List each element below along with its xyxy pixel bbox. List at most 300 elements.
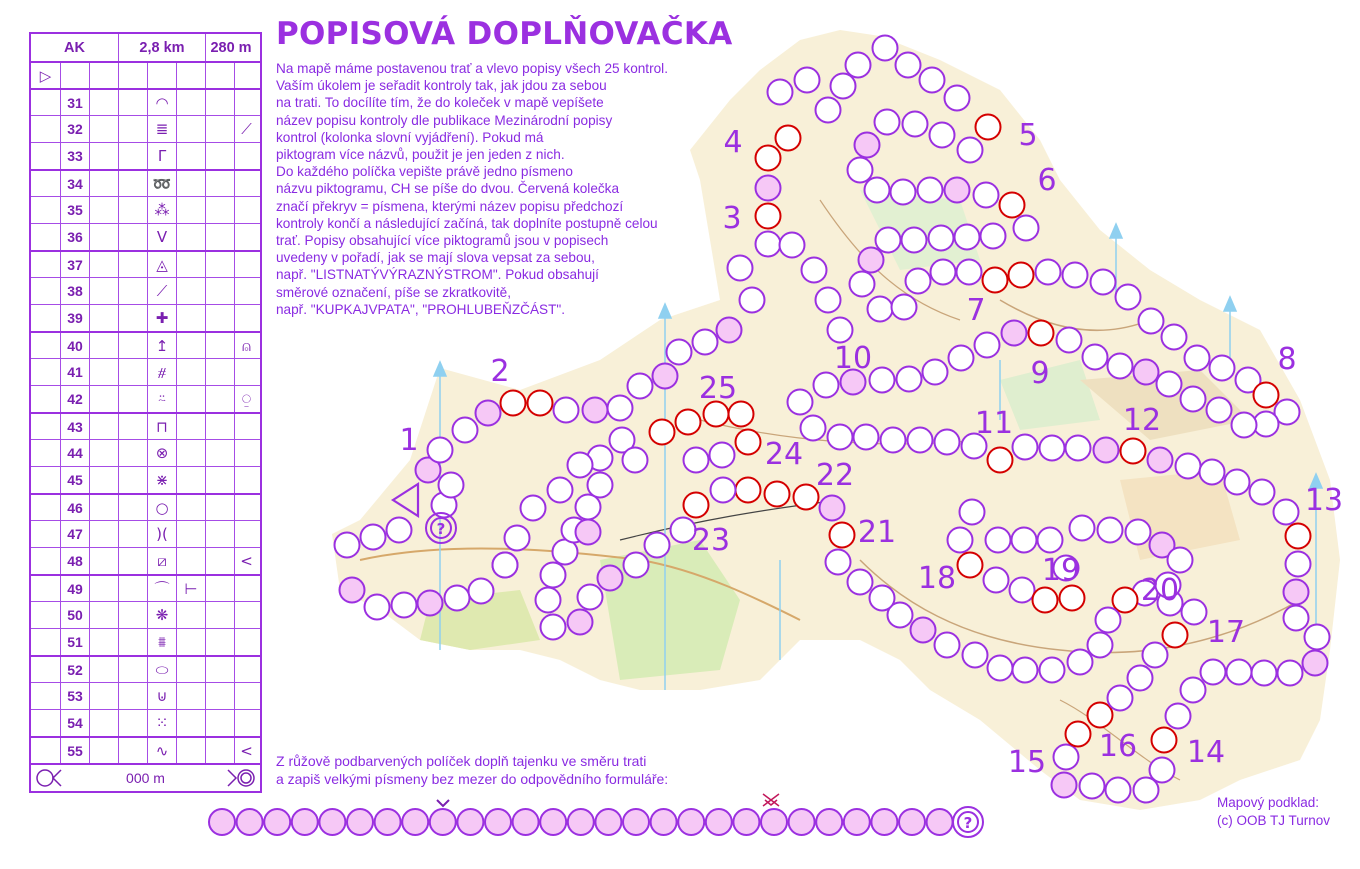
letter-circle[interactable] bbox=[1054, 745, 1079, 770]
letter-circle[interactable] bbox=[896, 53, 921, 78]
overlap-letter-circle[interactable] bbox=[684, 493, 709, 518]
letter-circle[interactable] bbox=[1070, 516, 1095, 541]
letter-circle[interactable] bbox=[1210, 356, 1235, 381]
letter-circle[interactable] bbox=[875, 110, 900, 135]
secret-letter-circle[interactable] bbox=[1303, 651, 1328, 676]
letter-circle[interactable] bbox=[1108, 686, 1133, 711]
letter-circle[interactable] bbox=[788, 390, 813, 415]
overlap-letter-circle[interactable] bbox=[1029, 321, 1054, 346]
answer-letter-circle[interactable] bbox=[595, 809, 621, 835]
letter-circle[interactable] bbox=[1278, 661, 1303, 686]
answer-letter-circle[interactable] bbox=[789, 809, 815, 835]
answer-row[interactable] bbox=[209, 809, 953, 835]
letter-circle[interactable] bbox=[870, 586, 895, 611]
letter-circle[interactable] bbox=[935, 633, 960, 658]
letter-circle[interactable] bbox=[960, 500, 985, 525]
letter-circle[interactable] bbox=[711, 478, 736, 503]
answer-letter-circle[interactable] bbox=[430, 809, 456, 835]
empty-cell bbox=[205, 224, 234, 250]
caron-mark-icon bbox=[437, 800, 449, 806]
answer-letter-circle[interactable] bbox=[264, 809, 290, 835]
empty-cell bbox=[89, 576, 118, 601]
empty-cell bbox=[176, 305, 205, 331]
letter-circle[interactable] bbox=[1176, 454, 1201, 479]
letter-circle[interactable] bbox=[963, 643, 988, 668]
empty-cell bbox=[176, 548, 205, 574]
empty-cell bbox=[234, 683, 258, 709]
overlap-letter-circle[interactable] bbox=[1088, 703, 1113, 728]
letter-circle[interactable] bbox=[1157, 372, 1182, 397]
empty-cell bbox=[89, 467, 118, 493]
letter-circle[interactable] bbox=[554, 398, 579, 423]
secret-letter-circle[interactable] bbox=[945, 178, 970, 203]
letter-circle[interactable] bbox=[1143, 643, 1168, 668]
letter-circle[interactable] bbox=[945, 86, 970, 111]
overlap-letter-circle[interactable] bbox=[1000, 193, 1025, 218]
instruction-line: např. "LISTNATÝVÝRAZNÝSTROM". Pokud obsahují bbox=[276, 267, 599, 283]
answer-letter-circle[interactable] bbox=[761, 809, 787, 835]
letter-circle[interactable] bbox=[1252, 661, 1277, 686]
instruction-line: uvedeny v pořadí, jak se mají slova vepsat za sebou, bbox=[276, 250, 595, 266]
secret-letter-circle[interactable] bbox=[583, 398, 608, 423]
control-code: 51 bbox=[60, 629, 89, 655]
letter-circle[interactable] bbox=[1225, 470, 1250, 495]
letter-circle[interactable] bbox=[801, 416, 826, 441]
empty-cell bbox=[89, 386, 118, 412]
secret-letter-circle[interactable] bbox=[756, 176, 781, 201]
overlap-letter-circle[interactable] bbox=[756, 146, 781, 171]
empty-cell bbox=[118, 90, 147, 115]
secret-letter-circle[interactable] bbox=[1052, 773, 1077, 798]
letter-circle[interactable] bbox=[578, 585, 603, 610]
letter-circle[interactable] bbox=[1036, 260, 1061, 285]
course-climb: 280 m bbox=[205, 34, 256, 61]
letter-circle[interactable] bbox=[831, 74, 856, 99]
secret-letter-circle[interactable] bbox=[598, 566, 623, 591]
letter-circle[interactable] bbox=[1010, 578, 1035, 603]
overlap-letter-circle[interactable] bbox=[1286, 524, 1311, 549]
secret-letter-circle[interactable] bbox=[859, 248, 884, 273]
answer-letter-circle[interactable] bbox=[706, 809, 732, 835]
letter-circle[interactable] bbox=[439, 473, 464, 498]
letter-circle[interactable] bbox=[684, 448, 709, 473]
letter-circle[interactable] bbox=[920, 68, 945, 93]
letter-circle[interactable] bbox=[903, 112, 928, 137]
empty-cell bbox=[118, 738, 147, 763]
secret-letter-circle[interactable] bbox=[1094, 438, 1119, 463]
instruction-line: Na mapě máme postavenou trať a vlevo popisy všech 25 kontrol. bbox=[276, 61, 668, 76]
overlap-letter-circle[interactable] bbox=[676, 410, 701, 435]
control-code: 42 bbox=[60, 386, 89, 412]
letter-circle[interactable] bbox=[988, 656, 1013, 681]
empty-cell bbox=[205, 629, 234, 655]
letter-circle[interactable] bbox=[848, 158, 873, 183]
letter-circle[interactable] bbox=[1040, 436, 1065, 461]
letter-circle[interactable] bbox=[1200, 460, 1225, 485]
control-number: 16 bbox=[1098, 729, 1138, 764]
overlap-letter-circle[interactable] bbox=[983, 268, 1008, 293]
control-code: 53 bbox=[60, 683, 89, 709]
letter-circle[interactable] bbox=[876, 228, 901, 253]
empty-cell bbox=[31, 548, 60, 574]
overlap-letter-circle[interactable] bbox=[1121, 439, 1146, 464]
empty-cell bbox=[31, 359, 60, 385]
letter-circle[interactable] bbox=[816, 288, 841, 313]
empty-cell bbox=[205, 576, 234, 601]
answer-letter-circle[interactable] bbox=[623, 809, 649, 835]
letter-circle[interactable] bbox=[828, 318, 853, 343]
empty-cell bbox=[31, 116, 60, 142]
letter-circle[interactable] bbox=[918, 178, 943, 203]
letter-circle[interactable] bbox=[624, 553, 649, 578]
empty-cell bbox=[89, 414, 118, 439]
overlap-letter-circle[interactable] bbox=[736, 478, 761, 503]
letter-circle[interactable] bbox=[1181, 387, 1206, 412]
letter-circle[interactable] bbox=[1128, 666, 1153, 691]
overlap-letter-circle[interactable] bbox=[1163, 623, 1188, 648]
control-number: 14 bbox=[1186, 735, 1226, 770]
empty-cell bbox=[176, 386, 205, 412]
letter-circle[interactable] bbox=[1091, 270, 1116, 295]
answer-letter-circle[interactable] bbox=[209, 809, 235, 835]
letter-circle[interactable] bbox=[802, 258, 827, 283]
letter-circle[interactable] bbox=[957, 260, 982, 285]
empty-cell bbox=[31, 197, 60, 223]
empty-cell bbox=[205, 548, 234, 574]
letter-circle[interactable] bbox=[873, 36, 898, 61]
empty-cell bbox=[31, 576, 60, 601]
letter-circle[interactable] bbox=[623, 448, 648, 473]
letter-circle[interactable] bbox=[693, 330, 718, 355]
answer-letter-circle[interactable] bbox=[871, 809, 897, 835]
letter-circle[interactable] bbox=[923, 360, 948, 385]
letter-circle[interactable] bbox=[1201, 660, 1226, 685]
empty-cell bbox=[118, 386, 147, 412]
answer-letter-circle[interactable] bbox=[651, 809, 677, 835]
letter-circle[interactable] bbox=[795, 68, 820, 93]
letter-circle[interactable] bbox=[780, 233, 805, 258]
overlap-letter-circle[interactable] bbox=[830, 523, 855, 548]
control-description-sheet bbox=[29, 32, 262, 793]
control-number: 22 bbox=[815, 458, 855, 493]
letter-circle[interactable] bbox=[935, 430, 960, 455]
letter-circle[interactable] bbox=[445, 586, 470, 611]
letter-circle[interactable] bbox=[846, 53, 871, 78]
letter-circle[interactable] bbox=[897, 367, 922, 392]
letter-circle[interactable] bbox=[361, 525, 386, 550]
footer-line: a zapiš velkými písmeny bez mezer do odpovědního formuláře: bbox=[276, 771, 669, 787]
answer-letter-circle[interactable] bbox=[457, 809, 483, 835]
secret-letter-circle[interactable] bbox=[911, 618, 936, 643]
letter-circle[interactable] bbox=[505, 526, 530, 551]
letter-circle[interactable] bbox=[1096, 608, 1121, 633]
empty-cell bbox=[118, 197, 147, 223]
letter-circle[interactable] bbox=[868, 297, 893, 322]
answer-letter-circle[interactable] bbox=[733, 809, 759, 835]
letter-circle[interactable] bbox=[667, 340, 692, 365]
overlap-letter-circle[interactable] bbox=[756, 204, 781, 229]
overlap-letter-circle[interactable] bbox=[976, 115, 1001, 140]
overlap-letter-circle[interactable] bbox=[1009, 263, 1034, 288]
control-code: 31 bbox=[60, 90, 89, 115]
secret-letter-circle[interactable] bbox=[1134, 360, 1159, 385]
letter-circle[interactable] bbox=[1207, 398, 1232, 423]
overlap-letter-circle[interactable] bbox=[765, 482, 790, 507]
letter-circle[interactable] bbox=[1232, 413, 1257, 438]
overlap-letter-circle[interactable] bbox=[776, 126, 801, 151]
letter-circle[interactable] bbox=[1066, 436, 1091, 461]
letter-circle[interactable] bbox=[710, 443, 735, 468]
control-row bbox=[31, 385, 260, 412]
letter-circle[interactable] bbox=[521, 496, 546, 521]
letter-circle[interactable] bbox=[1134, 778, 1159, 803]
overlap-letter-circle[interactable] bbox=[1152, 728, 1177, 753]
overlap-letter-circle[interactable] bbox=[1113, 588, 1138, 613]
answer-letter-circle[interactable] bbox=[927, 809, 953, 835]
empty-cell bbox=[118, 171, 147, 196]
letter-circle[interactable] bbox=[906, 269, 931, 294]
letter-circle[interactable] bbox=[931, 260, 956, 285]
empty-cell bbox=[118, 278, 147, 304]
control-row bbox=[31, 709, 260, 736]
answer-letter-circle[interactable] bbox=[347, 809, 373, 835]
letter-circle[interactable] bbox=[1012, 528, 1037, 553]
instruction-line: směrové označení, píše se zkratkovitě, bbox=[276, 284, 511, 300]
empty-cell bbox=[176, 143, 205, 169]
overlap-letter-circle[interactable] bbox=[958, 553, 983, 578]
empty-cell bbox=[118, 252, 147, 277]
letter-circle[interactable] bbox=[1227, 660, 1252, 685]
letter-circle[interactable] bbox=[588, 473, 613, 498]
overlap-letter-circle[interactable] bbox=[1254, 383, 1279, 408]
control-number: 25 bbox=[698, 371, 738, 406]
letter-circle[interactable] bbox=[948, 528, 973, 553]
answer-letter-circle[interactable] bbox=[844, 809, 870, 835]
letter-circle[interactable] bbox=[1013, 658, 1038, 683]
overlap-letter-circle[interactable] bbox=[1033, 588, 1058, 613]
secret-letter-circle[interactable] bbox=[1148, 448, 1173, 473]
letter-circle[interactable] bbox=[1116, 285, 1141, 310]
empty-cell bbox=[205, 359, 234, 385]
letter-circle[interactable] bbox=[469, 579, 494, 604]
empty-cell bbox=[205, 333, 234, 358]
letter-circle[interactable] bbox=[1057, 328, 1082, 353]
overlap-letter-circle[interactable] bbox=[528, 391, 553, 416]
answer-letter-circle[interactable] bbox=[899, 809, 925, 835]
letter-circle[interactable] bbox=[986, 528, 1011, 553]
start-triangle-icon: ▷ bbox=[39, 66, 52, 85]
letter-circle[interactable] bbox=[1250, 480, 1275, 505]
control-row bbox=[31, 628, 260, 655]
empty-cell bbox=[176, 467, 205, 493]
letter-circle[interactable] bbox=[548, 478, 573, 503]
letter-circle[interactable] bbox=[908, 428, 933, 453]
letter-circle[interactable] bbox=[568, 453, 593, 478]
letter-circle[interactable] bbox=[902, 228, 927, 253]
empty-cell bbox=[176, 521, 205, 547]
letter-circle[interactable] bbox=[453, 418, 478, 443]
overlap-letter-circle[interactable] bbox=[501, 391, 526, 416]
letter-circle[interactable] bbox=[850, 272, 875, 297]
letter-circle[interactable] bbox=[816, 98, 841, 123]
letter-circle[interactable] bbox=[756, 232, 781, 257]
empty-cell bbox=[234, 197, 258, 223]
empty-cell bbox=[89, 63, 118, 88]
description-symbol-icon: ⟋ bbox=[234, 116, 258, 142]
answer-letter-circle[interactable] bbox=[237, 809, 263, 835]
letter-circle[interactable] bbox=[1126, 520, 1151, 545]
empty-cell bbox=[234, 414, 258, 439]
empty-cell bbox=[31, 440, 60, 466]
letter-circle[interactable] bbox=[335, 533, 360, 558]
letter-circle[interactable] bbox=[975, 333, 1000, 358]
letter-circle[interactable] bbox=[1162, 325, 1187, 350]
letter-circle[interactable] bbox=[1040, 658, 1065, 683]
answer-letter-circle[interactable] bbox=[375, 809, 401, 835]
answer-letter-circle[interactable] bbox=[678, 809, 704, 835]
letter-circle[interactable] bbox=[1080, 774, 1105, 799]
overlap-letter-circle[interactable] bbox=[794, 485, 819, 510]
letter-circle[interactable] bbox=[541, 615, 566, 640]
letter-circle[interactable] bbox=[892, 295, 917, 320]
letter-circle[interactable] bbox=[387, 518, 412, 543]
answer-finish-question: ? bbox=[963, 814, 973, 832]
letter-circle[interactable] bbox=[1083, 345, 1108, 370]
letter-circle[interactable] bbox=[1168, 548, 1193, 573]
answer-letter-circle[interactable] bbox=[540, 809, 566, 835]
overlap-letter-circle[interactable] bbox=[1066, 722, 1091, 747]
overlap-letter-circle[interactable] bbox=[988, 448, 1013, 473]
overlap-letter-circle[interactable] bbox=[1060, 586, 1085, 611]
letter-circle[interactable] bbox=[493, 553, 518, 578]
letter-circle[interactable] bbox=[541, 563, 566, 588]
letter-circle[interactable] bbox=[881, 428, 906, 453]
letter-circle[interactable] bbox=[1014, 216, 1039, 241]
control-code: 41 bbox=[60, 359, 89, 385]
letter-circle[interactable] bbox=[974, 183, 999, 208]
answer-letter-circle[interactable] bbox=[513, 809, 539, 835]
empty-cell bbox=[31, 467, 60, 493]
empty-cell bbox=[176, 602, 205, 628]
description-symbol-icon: ◬ bbox=[147, 252, 176, 277]
control-number: 10 bbox=[833, 341, 873, 376]
letter-circle[interactable] bbox=[930, 123, 955, 148]
answer-letter-circle[interactable] bbox=[402, 809, 428, 835]
letter-circle[interactable] bbox=[814, 373, 839, 398]
letter-circle[interactable] bbox=[1038, 528, 1063, 553]
secret-letter-circle[interactable] bbox=[717, 318, 742, 343]
event-name: AK bbox=[64, 39, 85, 56]
secret-letter-circle[interactable] bbox=[855, 133, 880, 158]
letter-circle[interactable] bbox=[428, 438, 453, 463]
letter-circle[interactable] bbox=[870, 368, 895, 393]
empty-cell bbox=[234, 657, 258, 682]
letter-circle[interactable] bbox=[1088, 633, 1113, 658]
description-symbol-icon: V bbox=[147, 224, 176, 250]
letter-circle[interactable] bbox=[854, 425, 879, 450]
letter-circle[interactable] bbox=[1274, 500, 1299, 525]
instruction-line: značí překryv = písmena, kterými název popisu předchozí bbox=[276, 198, 624, 214]
letter-circle[interactable] bbox=[865, 178, 890, 203]
letter-circle[interactable] bbox=[536, 588, 561, 613]
letter-circle[interactable] bbox=[576, 495, 601, 520]
letter-circle[interactable] bbox=[365, 595, 390, 620]
control-number: 7 bbox=[966, 293, 986, 328]
empty-cell bbox=[234, 495, 258, 520]
letter-circle[interactable] bbox=[768, 80, 793, 105]
letter-circle[interactable] bbox=[1108, 354, 1133, 379]
letter-circle[interactable] bbox=[1013, 435, 1038, 460]
letter-circle[interactable] bbox=[929, 226, 954, 251]
letter-circle[interactable] bbox=[1181, 678, 1206, 703]
empty-cell bbox=[205, 143, 234, 169]
letter-circle[interactable] bbox=[1286, 552, 1311, 577]
overlap-letter-circle[interactable] bbox=[736, 430, 761, 455]
secret-letter-circle[interactable] bbox=[418, 591, 443, 616]
letter-circle[interactable] bbox=[1068, 650, 1093, 675]
letter-circle[interactable] bbox=[1305, 625, 1330, 650]
empty-cell bbox=[89, 90, 118, 115]
answer-letter-circle[interactable] bbox=[816, 809, 842, 835]
secret-letter-circle[interactable] bbox=[1284, 580, 1309, 605]
letter-circle[interactable] bbox=[828, 425, 853, 450]
letter-circle[interactable] bbox=[608, 396, 633, 421]
empty-cell bbox=[234, 710, 258, 736]
empty-cell bbox=[31, 414, 60, 439]
secret-letter-circle[interactable] bbox=[568, 610, 593, 635]
letter-circle[interactable] bbox=[1139, 309, 1164, 334]
secret-letter-circle[interactable] bbox=[820, 496, 845, 521]
empty-cell bbox=[176, 90, 205, 115]
letter-circle[interactable] bbox=[891, 180, 916, 205]
letter-circle[interactable] bbox=[848, 570, 873, 595]
letter-circle[interactable] bbox=[1284, 606, 1309, 631]
secret-letter-circle[interactable] bbox=[576, 520, 601, 545]
answer-letter-circle[interactable] bbox=[568, 809, 594, 835]
control-number: 21 bbox=[857, 515, 897, 550]
control-number: 8 bbox=[1277, 342, 1297, 377]
letter-circle[interactable] bbox=[1098, 518, 1123, 543]
letter-circle[interactable] bbox=[628, 374, 653, 399]
empty-cell bbox=[176, 440, 205, 466]
letter-circle[interactable] bbox=[958, 138, 983, 163]
empty-cell bbox=[89, 278, 118, 304]
overlap-letter-circle[interactable] bbox=[650, 420, 675, 445]
letter-circle[interactable] bbox=[1185, 346, 1210, 371]
answer-letter-circle[interactable] bbox=[485, 809, 511, 835]
secret-letter-circle[interactable] bbox=[1002, 321, 1027, 346]
letter-circle[interactable] bbox=[392, 593, 417, 618]
letter-circle[interactable] bbox=[955, 225, 980, 250]
letter-circle[interactable] bbox=[1166, 704, 1191, 729]
description-symbol-icon: ⊢ bbox=[176, 576, 205, 601]
letter-circle[interactable] bbox=[645, 533, 670, 558]
secret-letter-circle[interactable] bbox=[476, 401, 501, 426]
answer-letter-circle[interactable] bbox=[292, 809, 318, 835]
answer-letter-circle[interactable] bbox=[319, 809, 345, 835]
letter-circle[interactable] bbox=[981, 224, 1006, 249]
letter-circle[interactable] bbox=[826, 550, 851, 575]
letter-circle[interactable] bbox=[1182, 600, 1207, 625]
letter-circle[interactable] bbox=[949, 346, 974, 371]
letter-circle[interactable] bbox=[1063, 263, 1088, 288]
secret-letter-circle[interactable] bbox=[340, 578, 365, 603]
secret-letter-circle[interactable] bbox=[653, 364, 678, 389]
empty-cell bbox=[234, 143, 258, 169]
empty-cell bbox=[176, 224, 205, 250]
letter-circle[interactable] bbox=[984, 568, 1009, 593]
letter-circle[interactable] bbox=[1106, 778, 1131, 803]
